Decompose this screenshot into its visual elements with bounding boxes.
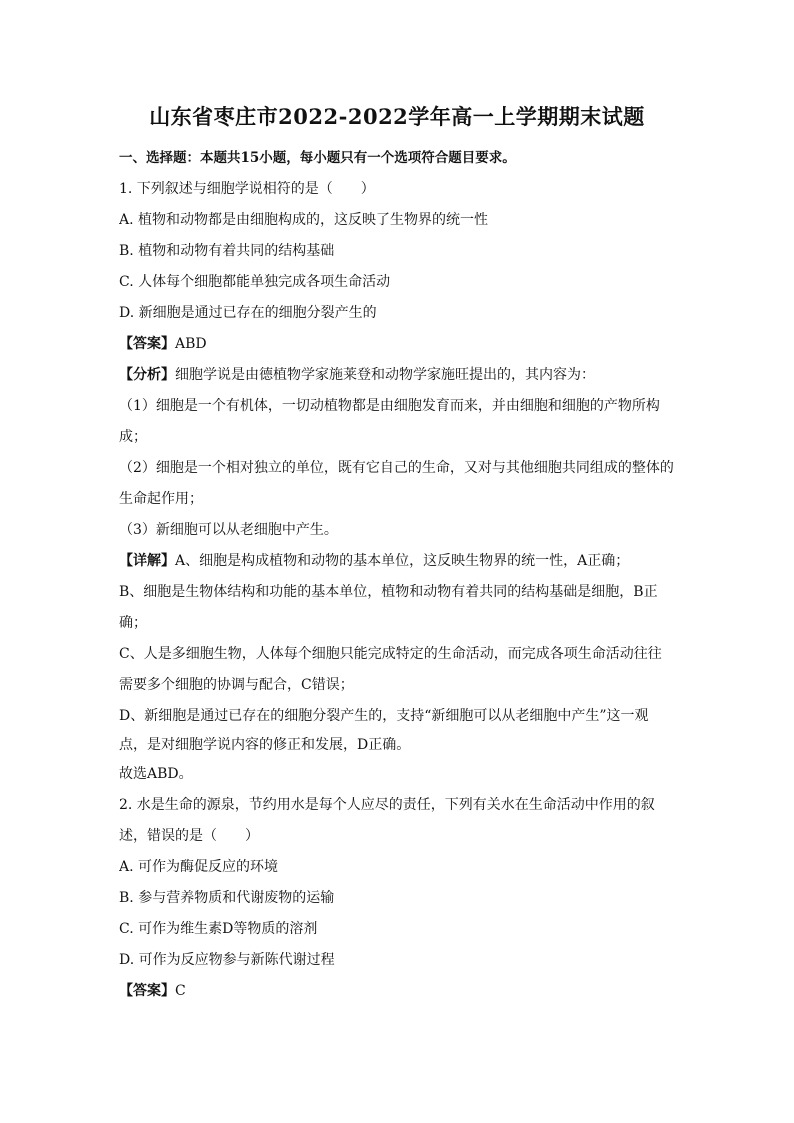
q2-option-b: B. 参与营养物质和代谢废物的运输 <box>119 890 335 906</box>
q2-answer-value: C <box>175 983 186 999</box>
q2-stem-b: 述，错误的是（ ） <box>119 828 259 844</box>
q1-analysis-1a: （1）细胞是一个有机体，一切动植物都是由细胞发育而来，并由细胞和细胞的产物所构 <box>119 398 660 414</box>
q1-option-c: C. 人体每个细胞都能单独完成各项生命活动 <box>119 274 391 290</box>
section-heading: 一、选择题：本题共15小题，每小题只有一个选项符合题目要求。 <box>119 150 516 166</box>
q2-option-c: C. 可作为维生素D等物质的溶剂 <box>119 921 318 937</box>
q2-option-d: D. 可作为反应物参与新陈代谢过程 <box>119 952 335 968</box>
q1-answer-value: ABD <box>175 336 207 352</box>
q1-conclusion: 故选ABD。 <box>119 766 193 782</box>
q2-answer <box>119 976 679 1007</box>
q1-detail-a <box>119 546 679 577</box>
q1-answer <box>119 329 679 360</box>
page-title: 山东省枣庄市2022-2022学年高一上学期期末试题 <box>149 104 645 129</box>
q1-detail-c1: C、人是多细胞生物，人体每个细胞只能完成特定的生命活动，而完成各项生命活动往往 <box>119 646 662 662</box>
q1-analysis-1b: 成； <box>119 429 147 445</box>
q2-stem-a: 2. 水是生命的源泉，节约用水是每个人应尽的责任，下列有关水在生命活动中作用的叙 <box>119 797 655 813</box>
q1-detail-b1: B、细胞是生物体结构和功能的基本单位，植物和动物有着共同的结构基础是细胞，B正 <box>119 584 658 600</box>
q1-analysis-intro <box>119 360 679 391</box>
q2-answer-tag: 【答案】 <box>119 983 175 999</box>
q1-detail-d2: 点，是对细胞学说内容的修正和发展，D正确。 <box>119 737 411 753</box>
q1-option-b: B. 植物和动物有着共同的结构基础 <box>119 243 335 259</box>
q1-analysis-2a: （2）细胞是一个相对独立的单位，既有它自己的生命，又对与其他细胞共同组成的整体的 <box>119 460 674 476</box>
q1-detail-c2: 需要多个细胞的协调与配合，C错误； <box>119 677 354 693</box>
q1-detail-tag: 【详解】 <box>119 553 175 569</box>
q1-option-d: D. 新细胞是通过已存在的细胞分裂产生的 <box>119 305 377 321</box>
q1-stem: 1. 下列叙述与细胞学说相符的是（ ） <box>119 181 375 197</box>
q1-answer-tag: 【答案】 <box>119 336 175 352</box>
q1-option-a: A. 植物和动物都是由细胞构成的，这反映了生物界的统一性 <box>119 212 489 228</box>
q1-analysis-tag: 【分析】 <box>119 367 175 383</box>
q1-detail-b2: 确； <box>119 615 147 631</box>
document-body <box>119 143 679 1007</box>
q1-detail-d1: D、新细胞是通过已存在的细胞分裂产生的，支持“新细胞可以从老细胞中产生”这一观 <box>119 708 649 724</box>
q1-analysis-2b: 生命起作用； <box>119 491 203 507</box>
q1-analysis-3: （3）新细胞可以从老细胞中产生。 <box>119 522 338 538</box>
q1-detail-a-text: A、细胞是构成植物和动物的基本单位，这反映生物界的统一性，A正确； <box>175 553 630 569</box>
q2-option-a: A. 可作为酶促反应的环境 <box>119 859 279 875</box>
q1-analysis-intro-text: 细胞学说是由德植物学家施莱登和动物学家施旺提出的，其内容为： <box>175 367 595 383</box>
